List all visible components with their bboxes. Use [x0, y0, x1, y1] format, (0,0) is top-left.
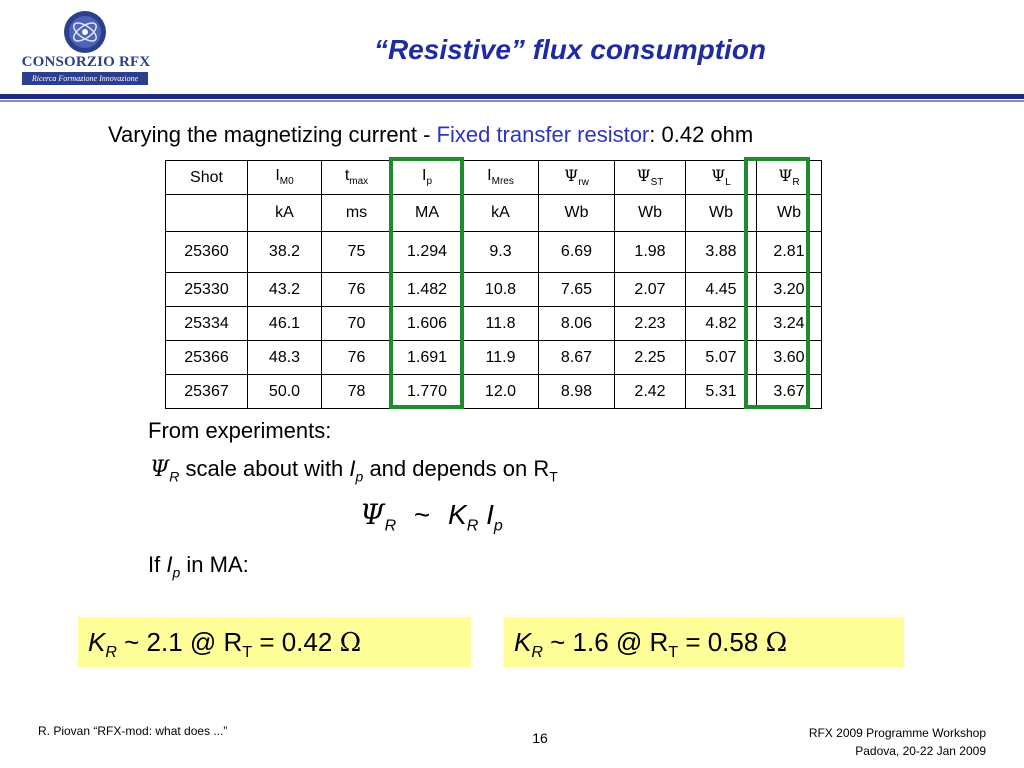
shot-data-table: [165, 160, 822, 409]
table-cell: 78: [322, 375, 392, 409]
table-cell: 25367: [166, 375, 248, 409]
table-cell: 2.07: [615, 273, 686, 307]
table-units-row: [166, 195, 822, 232]
unit-cell: MA: [392, 195, 463, 232]
subtitle-prefix: Varying the magnetizing current -: [108, 122, 437, 147]
table-header-row: [166, 161, 822, 195]
table-cell: 8.98: [539, 375, 615, 409]
footer-event-name: RFX 2009 Programme Workshop: [808, 726, 986, 740]
consorzio-rfx-logo: [16, 10, 156, 86]
unit-cell: Wb: [686, 195, 757, 232]
footer-author: R. Piovan “RFX-mod: what does ...”: [38, 724, 228, 738]
table-row: [166, 307, 822, 341]
table-cell: 1.294: [392, 232, 463, 273]
table-cell: 75: [322, 232, 392, 273]
table-row: [166, 341, 822, 375]
subtitle-suffix: : 0.42 ohm: [649, 122, 754, 147]
unit-cell: Wb: [615, 195, 686, 232]
table-cell: 25360: [166, 232, 248, 273]
table-cell: 3.88: [686, 232, 757, 273]
table-cell: 43.2: [248, 273, 322, 307]
table-cell: 3.60: [757, 341, 822, 375]
table-cell: 2.42: [615, 375, 686, 409]
logo-emblem-icon: [63, 10, 107, 54]
table-cell: 3.67: [757, 375, 822, 409]
table-cell: 11.8: [463, 307, 539, 341]
header-imres: $I_{Mres}$: [463, 161, 539, 195]
header-psi-st: $\Psi_{ST}$: [615, 161, 686, 195]
table-cell: 1.691: [392, 341, 463, 375]
header-tmax: $t_{max}$: [322, 161, 392, 195]
slide-title: “Resistive” flux consumption: [373, 34, 767, 65]
header-ip: $I_p$: [392, 161, 463, 195]
scaling-formula: $\Psi_R$ ~ $K_R$ $I_p$: [360, 498, 503, 535]
table-cell: 3.20: [757, 273, 822, 307]
table-cell: 48.3: [248, 341, 322, 375]
unit-cell: Wb: [757, 195, 822, 232]
table-cell: 70: [322, 307, 392, 341]
header-im0: $I_{M0}$: [248, 161, 322, 195]
slide-subtitle: [108, 122, 753, 148]
table-cell: 50.0: [248, 375, 322, 409]
table-cell: 8.67: [539, 341, 615, 375]
header-psi-rw: $\Psi_{rw}$: [539, 161, 615, 195]
header-rule-thin: [0, 100, 1024, 102]
table-cell: 6.69: [539, 232, 615, 273]
table-cell: 3.24: [757, 307, 822, 341]
table-row: [166, 273, 822, 307]
footer-event: [809, 724, 986, 760]
table-cell: 7.65: [539, 273, 615, 307]
table-cell: 76: [322, 341, 392, 375]
table-cell: 25366: [166, 341, 248, 375]
table-cell: 11.9: [463, 341, 539, 375]
unit-cell: ms: [322, 195, 392, 232]
table-cell: 38.2: [248, 232, 322, 273]
logo-tagline: Ricerca Formazione Innovazione: [22, 72, 148, 85]
subtitle-highlight: Fixed transfer resistor: [436, 122, 650, 147]
table-cell: 1.482: [392, 273, 463, 307]
footer-event-date: Padova, 20-22 Jan 2009: [855, 744, 986, 758]
result-box-042-ohm: $K_R$ ~ 2.1 @ $R_T = 0.42$ Ω: [78, 617, 471, 667]
table-cell: 1.606: [392, 307, 463, 341]
table-cell: 1.770: [392, 375, 463, 409]
table-cell: 2.23: [615, 307, 686, 341]
table-row: [166, 375, 822, 409]
table-cell: 12.0: [463, 375, 539, 409]
header-shot: Shot: [166, 161, 248, 195]
unit-cell: kA: [463, 195, 539, 232]
unit-cell: kA: [248, 195, 322, 232]
table-cell: 2.25: [615, 341, 686, 375]
scale-statement: $\Psi_R$ scale about with $I_p$ and depends on $R_T$: [150, 456, 558, 485]
table-cell: 4.45: [686, 273, 757, 307]
table-cell: 2.81: [757, 232, 822, 273]
table-cell: 10.8: [463, 273, 539, 307]
unit-cell: Wb: [539, 195, 615, 232]
table-cell: 8.06: [539, 307, 615, 341]
table-cell: 4.82: [686, 307, 757, 341]
page-number: 16: [532, 730, 548, 746]
table-cell: 76: [322, 273, 392, 307]
from-experiments-text: From experiments:: [148, 418, 332, 443]
logo-name: CONSORZIO RFX: [21, 54, 151, 70]
header-rule: [0, 94, 1024, 99]
table-row: [166, 232, 822, 273]
if-ip-in-ma-text: If $I_p$ in MA:: [148, 552, 249, 581]
table-cell: 5.07: [686, 341, 757, 375]
table-cell: 46.1: [248, 307, 322, 341]
header-psi-l: $\Psi_L$: [686, 161, 757, 195]
table-cell: 5.31: [686, 375, 757, 409]
result-box-058-ohm: $K_R$ ~ 1.6 @ $R_T = 0.58$ Ω: [504, 617, 904, 667]
table-cell: 25334: [166, 307, 248, 341]
header-psi-r: $\Psi_R$: [757, 161, 822, 195]
unit-cell: [166, 195, 248, 232]
table-cell: 25330: [166, 273, 248, 307]
table-cell: 1.98: [615, 232, 686, 273]
table-cell: 9.3: [463, 232, 539, 273]
